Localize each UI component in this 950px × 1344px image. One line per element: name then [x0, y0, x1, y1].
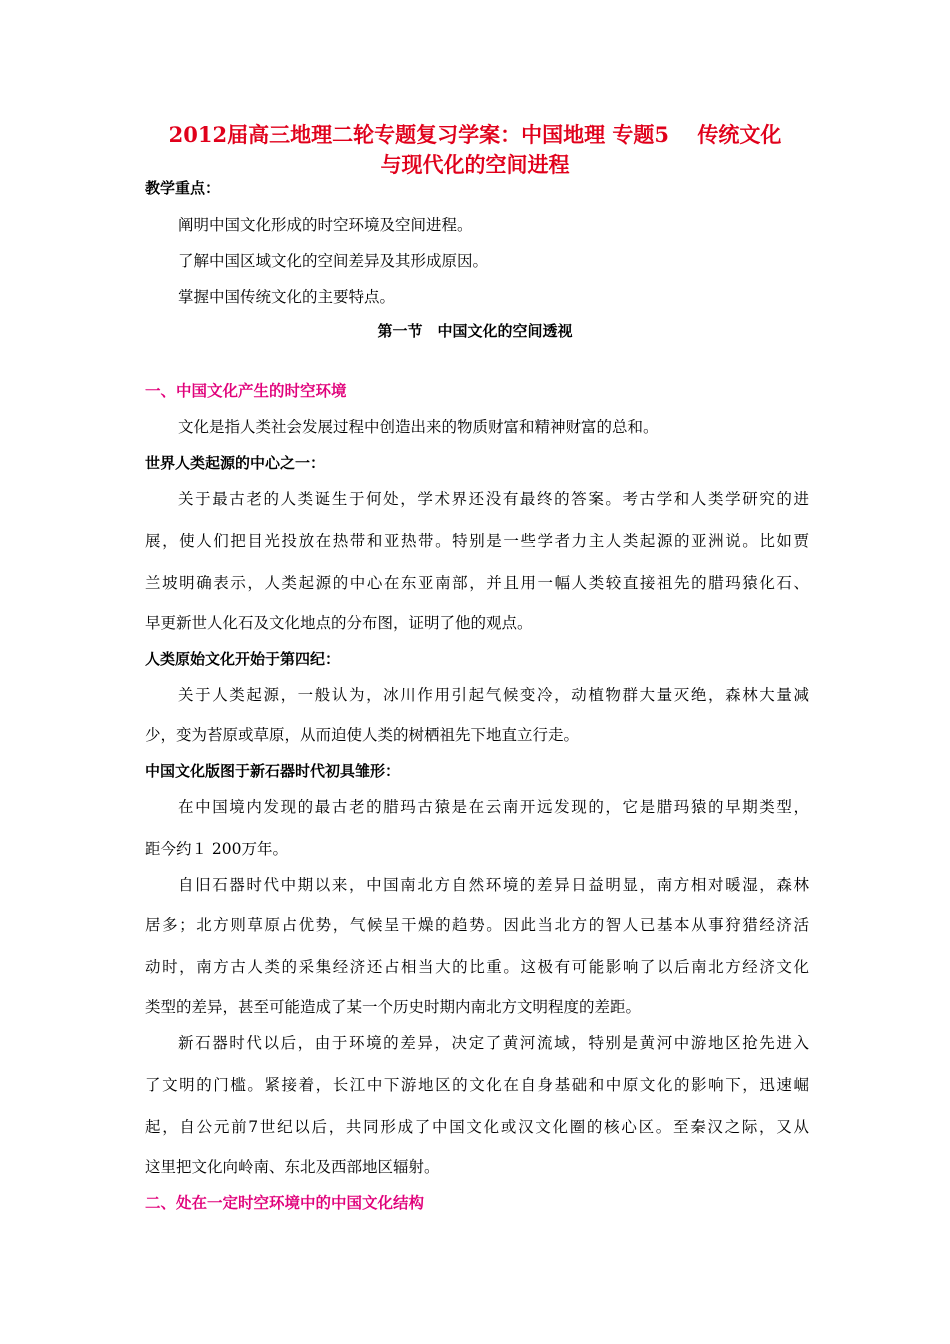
- heading-culture-structure: 二、处在一定时空环境中的中国文化结构: [145, 1193, 425, 1212]
- teaching-point-1: 阐明中国文化形成的时空环境及空间进程。: [178, 216, 473, 234]
- heading-time-space-environment: 一、中国文化产生的时空环境: [145, 381, 347, 400]
- subheading-neolithic: 中国文化版图于新石器时代初具雏形：: [145, 762, 401, 780]
- title-line-1: 2012届高三地理二轮专题复习学案：中国地理 专题5 传统文化: [168, 122, 782, 147]
- paragraph-line: 新石器时代以后，由于环境的差异，决定了黄河流域，特别是黄河中游地区抢先进入: [178, 1034, 809, 1052]
- paragraph-line: 少，变为苔原或草原，从而迫使人类的树栖祖先下地直立行走。: [145, 726, 580, 744]
- culture-definition: 文化是指人类社会发展过程中创造出来的物质财富和精神财富的总和。: [178, 418, 659, 436]
- paragraph-line: 距今约１ 200万年。: [145, 840, 289, 858]
- paragraph-line: 类型的差异，甚至可能造成了某一个历史时期内南北方文明程度的差距。: [145, 998, 642, 1016]
- paragraph-line: 了文明的门槛。紧接着，长江中下游地区的文化在自身基础和中原文化的影响下，迅速崛: [145, 1076, 809, 1094]
- paragraph-line: 起，自公元前7世纪以后，共同形成了中国文化或汉文化圈的核心区。至秦汉之际，又从: [145, 1118, 809, 1136]
- paragraph-line: 展，使人们把目光投放在热带和亚热带。特别是一些学者力主人类起源的亚洲说。比如贾: [145, 532, 809, 550]
- document-title: [120, 120, 830, 180]
- paragraph-line: 这里把文化向岭南、东北及西部地区辐射。: [145, 1158, 440, 1176]
- subheading-origin-center: 世界人类起源的中心之一：: [145, 454, 326, 472]
- teaching-point-2: 了解中国区域文化的空间差异及其形成原因。: [178, 252, 489, 270]
- teaching-point-3: 掌握中国传统文化的主要特点。: [178, 288, 396, 306]
- teaching-points-label: 教学重点：: [145, 179, 221, 197]
- paragraph-line: 兰坡明确表示，人类起源的中心在东亚南部，并且用一幅人类较直接祖先的腊玛猿化石、: [145, 574, 809, 592]
- paragraph-line: 居多；北方则草原占优势，气候呈干燥的趋势。因此当北方的智人已基本从事狩猎经济活: [145, 916, 809, 934]
- section-title: 第一节 中国文化的空间透视: [377, 322, 573, 340]
- subheading-quaternary: 人类原始文化开始于第四纪：: [145, 650, 341, 668]
- paragraph-line: 动时，南方古人类的采集经济还占相当大的比重。这极有可能影响了以后南北方经济文化: [145, 958, 809, 976]
- title-line-2: 与现代化的空间进程: [380, 152, 570, 177]
- paragraph-line: 自旧石器时代中期以来，中国南北方自然环境的差异日益明显，南方相对暖湿，森林: [178, 876, 809, 894]
- paragraph-line: 在中国境内发现的最古老的腊玛古猿是在云南开远发现的，它是腊玛猿的早期类型，: [178, 798, 809, 816]
- paragraph-line: 早更新世人化石及文化地点的分布图，证明了他的观点。: [145, 614, 533, 632]
- paragraph-line: 关于最古老的人类诞生于何处，学术界还没有最终的答案。考古学和人类学研究的进: [178, 490, 809, 508]
- paragraph-line: 关于人类起源，一般认为，冰川作用引起气候变冷，动植物群大量灭绝，森林大量减: [178, 686, 809, 704]
